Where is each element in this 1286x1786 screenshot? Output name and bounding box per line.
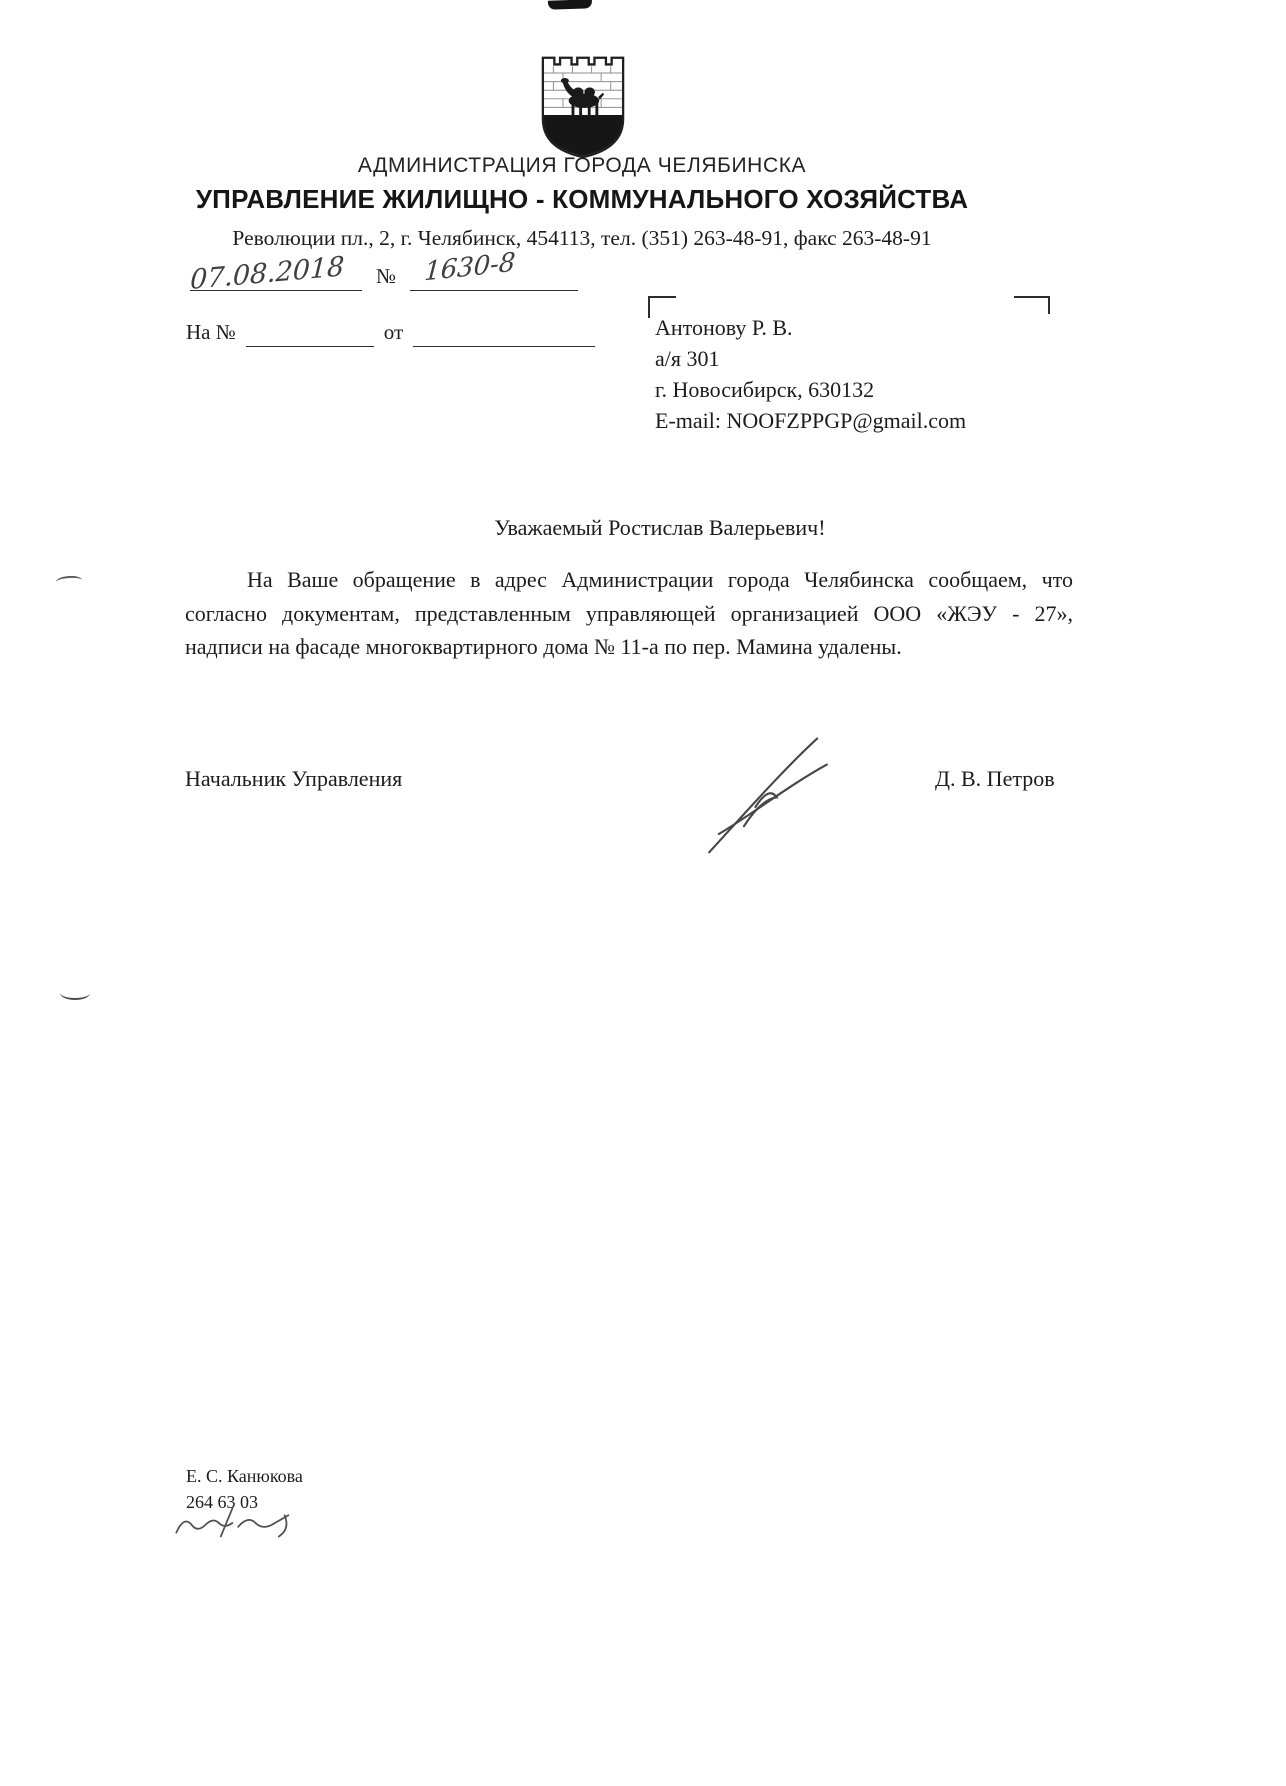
handwritten-date: 07.08.2018 xyxy=(189,251,346,296)
reply-number-field xyxy=(246,320,374,347)
recipient-email: E-mail: NOOFZPPGP@gmail.com xyxy=(655,408,967,433)
signatory-title: Начальник Управления xyxy=(185,766,403,791)
recipient-name: Антонову Р. В. xyxy=(655,315,793,340)
body-paragraph: На Ваше обращение в адрес Администрации города Челябинска сообщаем, что согласно документам, представленным управляющей организацией ООО «ЖЭУ - 27», надписи на фасаде многоквартирного дома № 11-а по пер. Мамина удалены. xyxy=(185,567,1073,659)
outgoing-date-field xyxy=(189,251,362,296)
department-name: УПРАВЛЕНИЕ ЖИЛИЩНО - КОММУНАЛЬНОГО ХОЗЯЙСТВА xyxy=(195,184,969,214)
org-contact-line: Революции пл., 2, г. Челябинск, 454113, тел. (351) 263-48-91, факс 263-48-91 xyxy=(232,226,932,250)
scan-artifact-margin-dash xyxy=(60,986,90,1000)
executor-name: Е. С. Канюкова xyxy=(186,1466,303,1486)
scan-artifact-margin-dash xyxy=(56,575,83,587)
signatory-name: Д. В. Петров xyxy=(935,766,1055,791)
org-name: АДМИНИСТРАЦИЯ ГОРОДА ЧЕЛЯБИНСКА xyxy=(357,154,807,177)
executor-phone: 264 63 03 xyxy=(186,1492,258,1512)
signature-stroke xyxy=(693,726,843,866)
recipient-po-box: а/я 301 xyxy=(655,346,720,371)
reply-date-field xyxy=(413,320,595,347)
handwritten-number: 1630-8 xyxy=(423,247,517,288)
reply-to-label: На № xyxy=(186,320,236,344)
reply-from-label: от xyxy=(383,320,404,344)
outgoing-reference-line xyxy=(189,247,578,296)
number-label: № xyxy=(376,264,397,288)
executor-signature-stroke xyxy=(168,1494,318,1557)
salutation: Уважаемый Ростислав Валерьевич! xyxy=(494,515,826,540)
recipient-block xyxy=(655,312,1055,436)
recipient-city: г. Новосибирск, 630132 xyxy=(655,377,875,402)
scan-artifact-top xyxy=(548,0,592,10)
coat-of-arms-icon xyxy=(540,52,626,164)
outgoing-number-field xyxy=(410,247,578,291)
incoming-reference-line xyxy=(186,320,595,347)
